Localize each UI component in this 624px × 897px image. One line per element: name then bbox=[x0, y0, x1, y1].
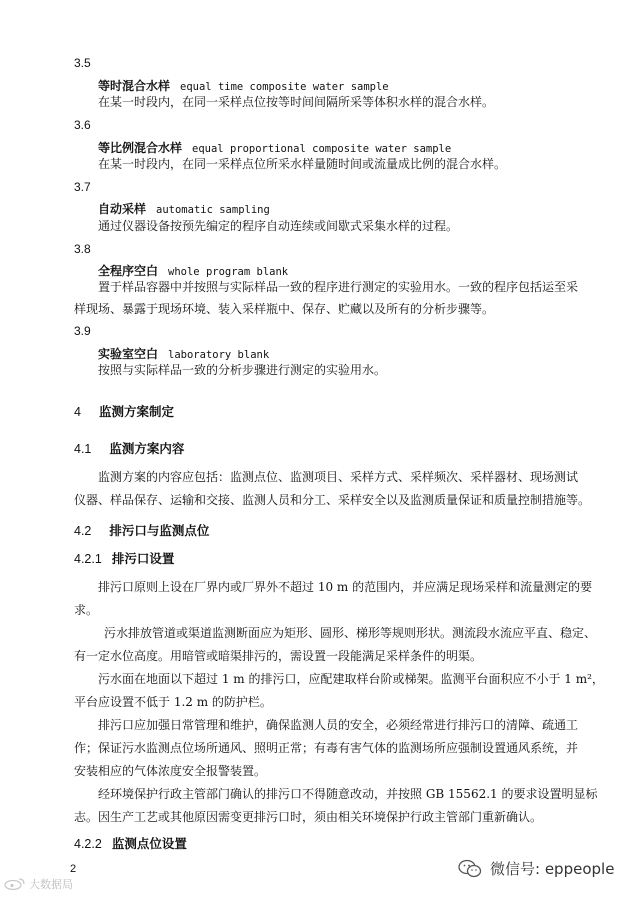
term-definition: 按照与实际样品一致的分析步骤进行测定的实验用水。 bbox=[98, 363, 387, 377]
subsection-heading bbox=[74, 549, 174, 567]
term-en: whole program blank bbox=[168, 266, 289, 278]
wechat-logo-icon bbox=[458, 859, 482, 879]
section-title: 监测方案内容 bbox=[109, 441, 185, 456]
subsection-title: 排污口设置 bbox=[111, 551, 175, 566]
term-definition-line: 置于样品容器中并按照与实际样品一致的程序进行测定的实验用水。一致的程序包括运至采 bbox=[98, 280, 579, 294]
term-zh: 等时混合水样 bbox=[98, 79, 171, 93]
term-en: automatic sampling bbox=[156, 204, 270, 216]
section-number: 4.2 bbox=[74, 524, 92, 538]
paragraph-line: 求。 bbox=[74, 603, 99, 617]
paragraph-line: 志。因生产工艺或其他原因需变更排污口时，须由相关环境保护行政主管部门重新确认。 bbox=[74, 810, 543, 824]
section-number: 4.1 bbox=[74, 442, 92, 456]
subsection-number: 4.2.1 bbox=[74, 552, 102, 566]
term-en: laboratory blank bbox=[168, 349, 270, 361]
weibo-logo-icon bbox=[4, 878, 26, 890]
term-zh: 实验室空白 bbox=[98, 347, 159, 361]
term-definition: 在某一时段内，在同一采样点位所采水样量随时间或流量成比例的混合水样。 bbox=[98, 157, 507, 171]
term-zh: 全程序空白 bbox=[98, 264, 159, 278]
term-zh: 自动采样 bbox=[98, 202, 147, 216]
watermark-left-text: 大数据局 bbox=[29, 878, 73, 891]
paragraph-line: 经环境保护行政主管部门确认的排污口不得随意改动，并按照 GB 15562.1 的要求设置明显标 bbox=[98, 787, 598, 801]
watermark-right bbox=[458, 858, 614, 879]
page-number: 2 bbox=[70, 863, 77, 875]
watermark-left bbox=[4, 876, 73, 892]
term-definition-line: 样现场、暴露于现场环境、装入采样瓶中、保存、贮藏以及所有的分析步骤等。 bbox=[74, 302, 495, 316]
term-en: equal proportional composite water sample bbox=[192, 143, 452, 155]
paragraph-line: 有一定水位高度。用暗管或暗渠排污的，需设置一段能满足采样条件的明渠。 bbox=[74, 649, 483, 663]
paragraph-line: 仪器、样品保存、运输和交接、监测人员和分工、采样安全以及监测质量保证和质量控制措施等。 bbox=[74, 493, 591, 507]
section-number: 3.7 bbox=[74, 180, 91, 194]
section-number: 3.6 bbox=[74, 118, 91, 132]
subsection-number: 4.2.2 bbox=[74, 837, 102, 851]
chapter-heading bbox=[74, 402, 174, 420]
paragraph-line: 排污口应加强日常管理和维护，确保监测人员的安全，必须经常进行排污口的清障、疏通工 bbox=[98, 718, 579, 732]
paragraph-line: 污水面在地面以下超过 1 m 的排污口，应配建取样台阶或梯架。监测平台面积应不小于 1 m²， bbox=[98, 672, 604, 686]
chapter-number: 4 bbox=[74, 405, 81, 419]
subsection-heading bbox=[74, 834, 187, 852]
paragraph-line: 排污口原则上设在厂界内或厂界外不超过 10 m 的范围内，并应满足现场采样和流量测定的要 bbox=[98, 580, 593, 594]
paragraph-line: 安装相应的气体浓度安全报警装置。 bbox=[74, 764, 267, 778]
paragraph-line: 监测方案的内容应包括：监测点位、监测项目、采样方式、采样频次、采样器材、现场测试 bbox=[98, 470, 579, 484]
paragraph-line: 作；保证污水监测点位场所通风、照明正常；有毒有害气体的监测场所应强制设置通风系统，并 bbox=[74, 741, 579, 755]
section-number: 3.5 bbox=[74, 56, 91, 70]
term-definition: 在某一时段内，在同一采样点位按等时间间隔所采等体积水样的混合水样。 bbox=[98, 95, 495, 109]
paragraph-line: 污水排放管道或渠道监测断面应为矩形、圆形、梯形等规则形状。测流段水流应平直、稳定、 bbox=[104, 626, 597, 640]
term-zh: 等比例混合水样 bbox=[98, 141, 183, 155]
section-heading bbox=[74, 521, 209, 539]
chapter-title: 监测方案制定 bbox=[98, 404, 174, 419]
section-number: 3.9 bbox=[74, 324, 91, 338]
watermark-right-text: 微信号: eppeople bbox=[490, 860, 615, 878]
section-heading bbox=[74, 439, 184, 457]
paragraph-line: 平台应设置不低于 1.2 m 的防护栏。 bbox=[74, 695, 272, 709]
term-definition: 通过仪器设备按预先编定的程序自动连续或间歇式采集水样的过程。 bbox=[98, 219, 459, 233]
section-number: 3.8 bbox=[74, 242, 91, 256]
term-en: equal time composite water sample bbox=[180, 81, 389, 93]
section-title: 排污口与监测点位 bbox=[109, 523, 210, 538]
subsection-title: 监测点位设置 bbox=[111, 836, 187, 851]
